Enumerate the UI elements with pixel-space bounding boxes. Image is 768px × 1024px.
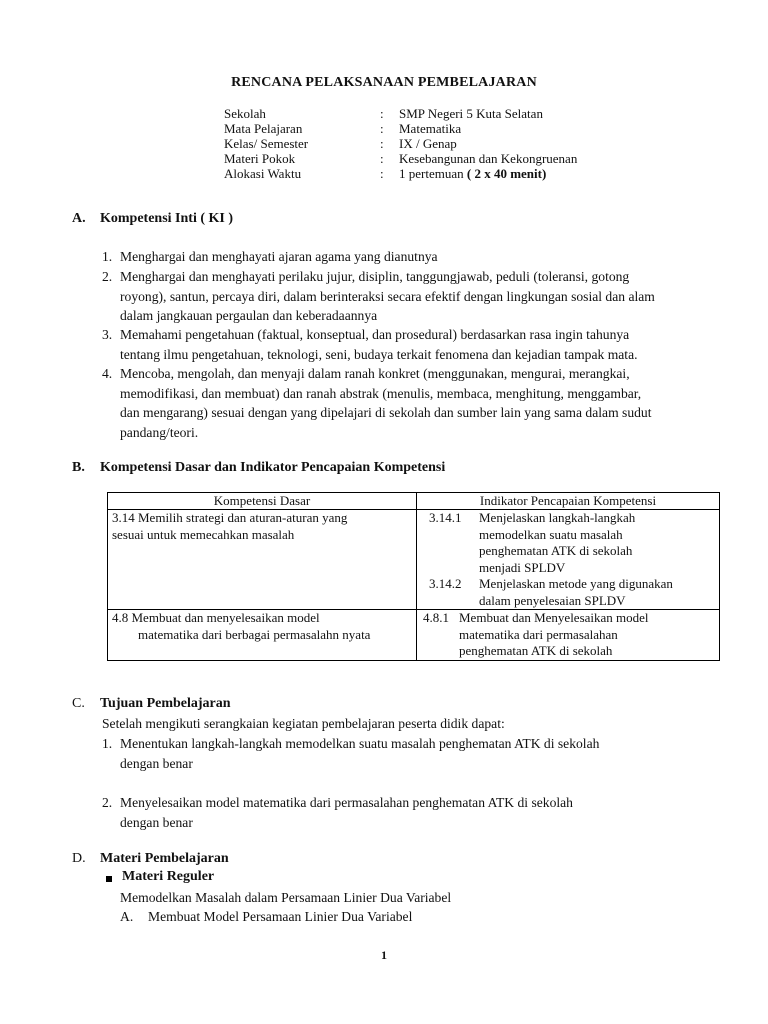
meta-value: Kesebangunan dan Kekongruenan	[399, 151, 578, 166]
section-d-heading	[72, 851, 472, 869]
item-line: Menghargai dan menghayati ajaran agama yang dianutnya	[120, 249, 438, 264]
indicator	[429, 576, 715, 609]
indicator-line: dalam penyelesaian SPLDV	[479, 592, 626, 608]
section-a-heading	[72, 211, 472, 229]
meta-value: IX / Genap	[399, 136, 457, 151]
item-line: dan mengarang) sesuai dengan yang dipelajari di sekolah dan sumber lain yang sama dalam sudut	[120, 405, 652, 420]
indicator-line: memodelkan suatu masalah	[479, 526, 623, 542]
section-c-heading	[72, 696, 472, 714]
section-letter: A.	[72, 211, 86, 226]
page-number: 1	[381, 948, 387, 962]
meta-label: Kelas/ Semester	[224, 136, 309, 151]
item-line: Menghargai dan menghayati perilaku jujur, disiplin, tanggungjawab, peduli (toleransi, gotong	[120, 269, 630, 284]
item-number: 2.	[102, 795, 113, 810]
item-line: Menyelesaikan model matematika dari permasalahan penghematan ATK di sekolah	[120, 795, 573, 810]
item-line: memodifikasi, dan membuat) dan ranah abstrak (menulis, membaca, menghitung, menggambar,	[120, 385, 642, 401]
indicator-line: Menjelaskan metode yang digunakan	[479, 576, 673, 591]
meta-value: SMP Negeri 5 Kuta Selatan	[399, 106, 543, 121]
section-b-heading	[72, 460, 572, 478]
indicator-line: menjadi SPLDV	[479, 559, 566, 575]
item-line: royong), santun, percaya diri, dalam berinteraksi secara efektif dengan lingkungan sosial dan alam	[120, 288, 655, 304]
meta-colon: :	[380, 166, 384, 181]
item-number: 2.	[102, 269, 113, 284]
section-title: Kompetensi Dasar dan Indikator Pencapaian Kompetensi	[100, 460, 446, 475]
indicator-line: Menjelaskan langkah-langkah	[479, 510, 636, 525]
item-line: dalam jangkauan pergaulan dan keberadaannya	[120, 308, 378, 323]
item-text	[120, 325, 638, 364]
kd-line: sesuai untuk memecahkan masalah	[112, 526, 295, 542]
item-text	[120, 734, 599, 773]
indicator-line: matematika dari permasalahan	[459, 626, 618, 642]
meta-label: Alokasi Waktu	[224, 166, 302, 181]
indicator-cell	[417, 510, 720, 610]
section-title: Tujuan Pembelajaran	[100, 696, 231, 711]
table-header-row	[108, 493, 720, 510]
meta-colon: :	[380, 151, 384, 166]
item-line: dengan benar	[120, 755, 193, 771]
meta-row-school	[224, 106, 644, 121]
item-line: pandang/teori.	[120, 424, 199, 440]
competency-table	[107, 492, 720, 661]
square-bullet-icon	[106, 876, 112, 882]
meta-row-subject	[224, 121, 644, 136]
item-number: 1.	[102, 736, 113, 751]
item-line: tentang ilmu pengetahuan, teknologi, seni, budaya terkait fenomena dan kejadian tampak mata.	[120, 346, 638, 362]
kd-cell	[108, 510, 417, 610]
document-title: RENCANA PELAKSANAAN PEMBELAJARAN	[231, 75, 537, 90]
section-title: Materi Pembelajaran	[100, 851, 229, 866]
sub-item-letter: A.	[120, 909, 134, 924]
meta-row-time	[224, 166, 644, 181]
item-line: Memahami pengetahuan (faktual, konseptual, dan prosedural) berdasarkan rasa ingin tahunya	[120, 327, 630, 342]
indicator-line: Membuat dan Menyelesaikan model	[459, 610, 649, 625]
indicator-cell	[417, 610, 720, 661]
indicator-line: penghematan ATK di sekolah	[479, 543, 633, 558]
kd-line: matematika dari berbagai permasalahn nyata	[138, 626, 371, 642]
meta-colon: :	[380, 121, 384, 136]
indicator	[423, 610, 715, 660]
sub-item-text: Membuat Model Persamaan Linier Dua Variabel	[148, 909, 413, 924]
table-header: Indikator Pencapaian Kompetensi	[417, 493, 720, 510]
section-title: Kompetensi Inti ( KI )	[100, 211, 233, 226]
item-text	[120, 247, 438, 267]
section-letter: D.	[72, 851, 86, 866]
item-text	[120, 364, 652, 442]
kd-line: 4.8 Membuat dan menyelesaikan model	[112, 610, 320, 625]
table-row	[108, 510, 720, 610]
meta-row-topic	[224, 151, 644, 166]
meta-label: Mata Pelajaran	[224, 121, 303, 136]
materi-reguler-label: Materi Reguler	[122, 869, 215, 884]
section-letter: C.	[72, 696, 85, 711]
meta-colon: :	[380, 136, 384, 151]
item-number: 1.	[102, 249, 113, 264]
meta-value-bold: ( 2 x 40 menit)	[466, 166, 547, 181]
indicator-code: 3.14.2	[429, 576, 462, 591]
section-letter: B.	[72, 460, 85, 475]
indicator	[429, 510, 715, 576]
meta-value-text: 1 pertemuan	[399, 166, 464, 181]
item-number: 4.	[102, 366, 113, 381]
indicator-code: 4.8.1	[423, 610, 449, 625]
table-row	[108, 610, 720, 661]
meta-value	[399, 166, 546, 181]
meta-label: Materi Pokok	[224, 151, 296, 166]
materi-subtitle: Memodelkan Masalah dalam Persamaan Linier Dua Variabel	[120, 890, 452, 905]
meta-value: Matematika	[399, 121, 462, 136]
kd-line: 3.14 Memilih strategi dan aturan-aturan yang	[112, 510, 348, 525]
item-line: dengan benar	[120, 814, 193, 830]
table-header: Kompetensi Dasar	[108, 493, 417, 510]
indicator-code: 3.14.1	[429, 510, 462, 525]
item-line: Mencoba, mengolah, dan menyaji dalam ranah konkret (menggunakan, mengurai, merangkai,	[120, 366, 630, 381]
item-text	[120, 793, 573, 832]
item-line: Menentukan langkah-langkah memodelkan suatu masalah penghematan ATK di sekolah	[120, 736, 600, 751]
item-number: 3.	[102, 327, 113, 342]
indicator-line: penghematan ATK di sekolah	[459, 643, 613, 658]
kd-cell	[108, 610, 417, 661]
meta-label: Sekolah	[224, 106, 266, 121]
meta-row-class	[224, 136, 644, 151]
item-text	[120, 267, 655, 326]
meta-colon: :	[380, 106, 384, 121]
section-c-intro: Setelah mengikuti serangkaian kegiatan pembelajaran peserta didik dapat:	[102, 716, 505, 731]
